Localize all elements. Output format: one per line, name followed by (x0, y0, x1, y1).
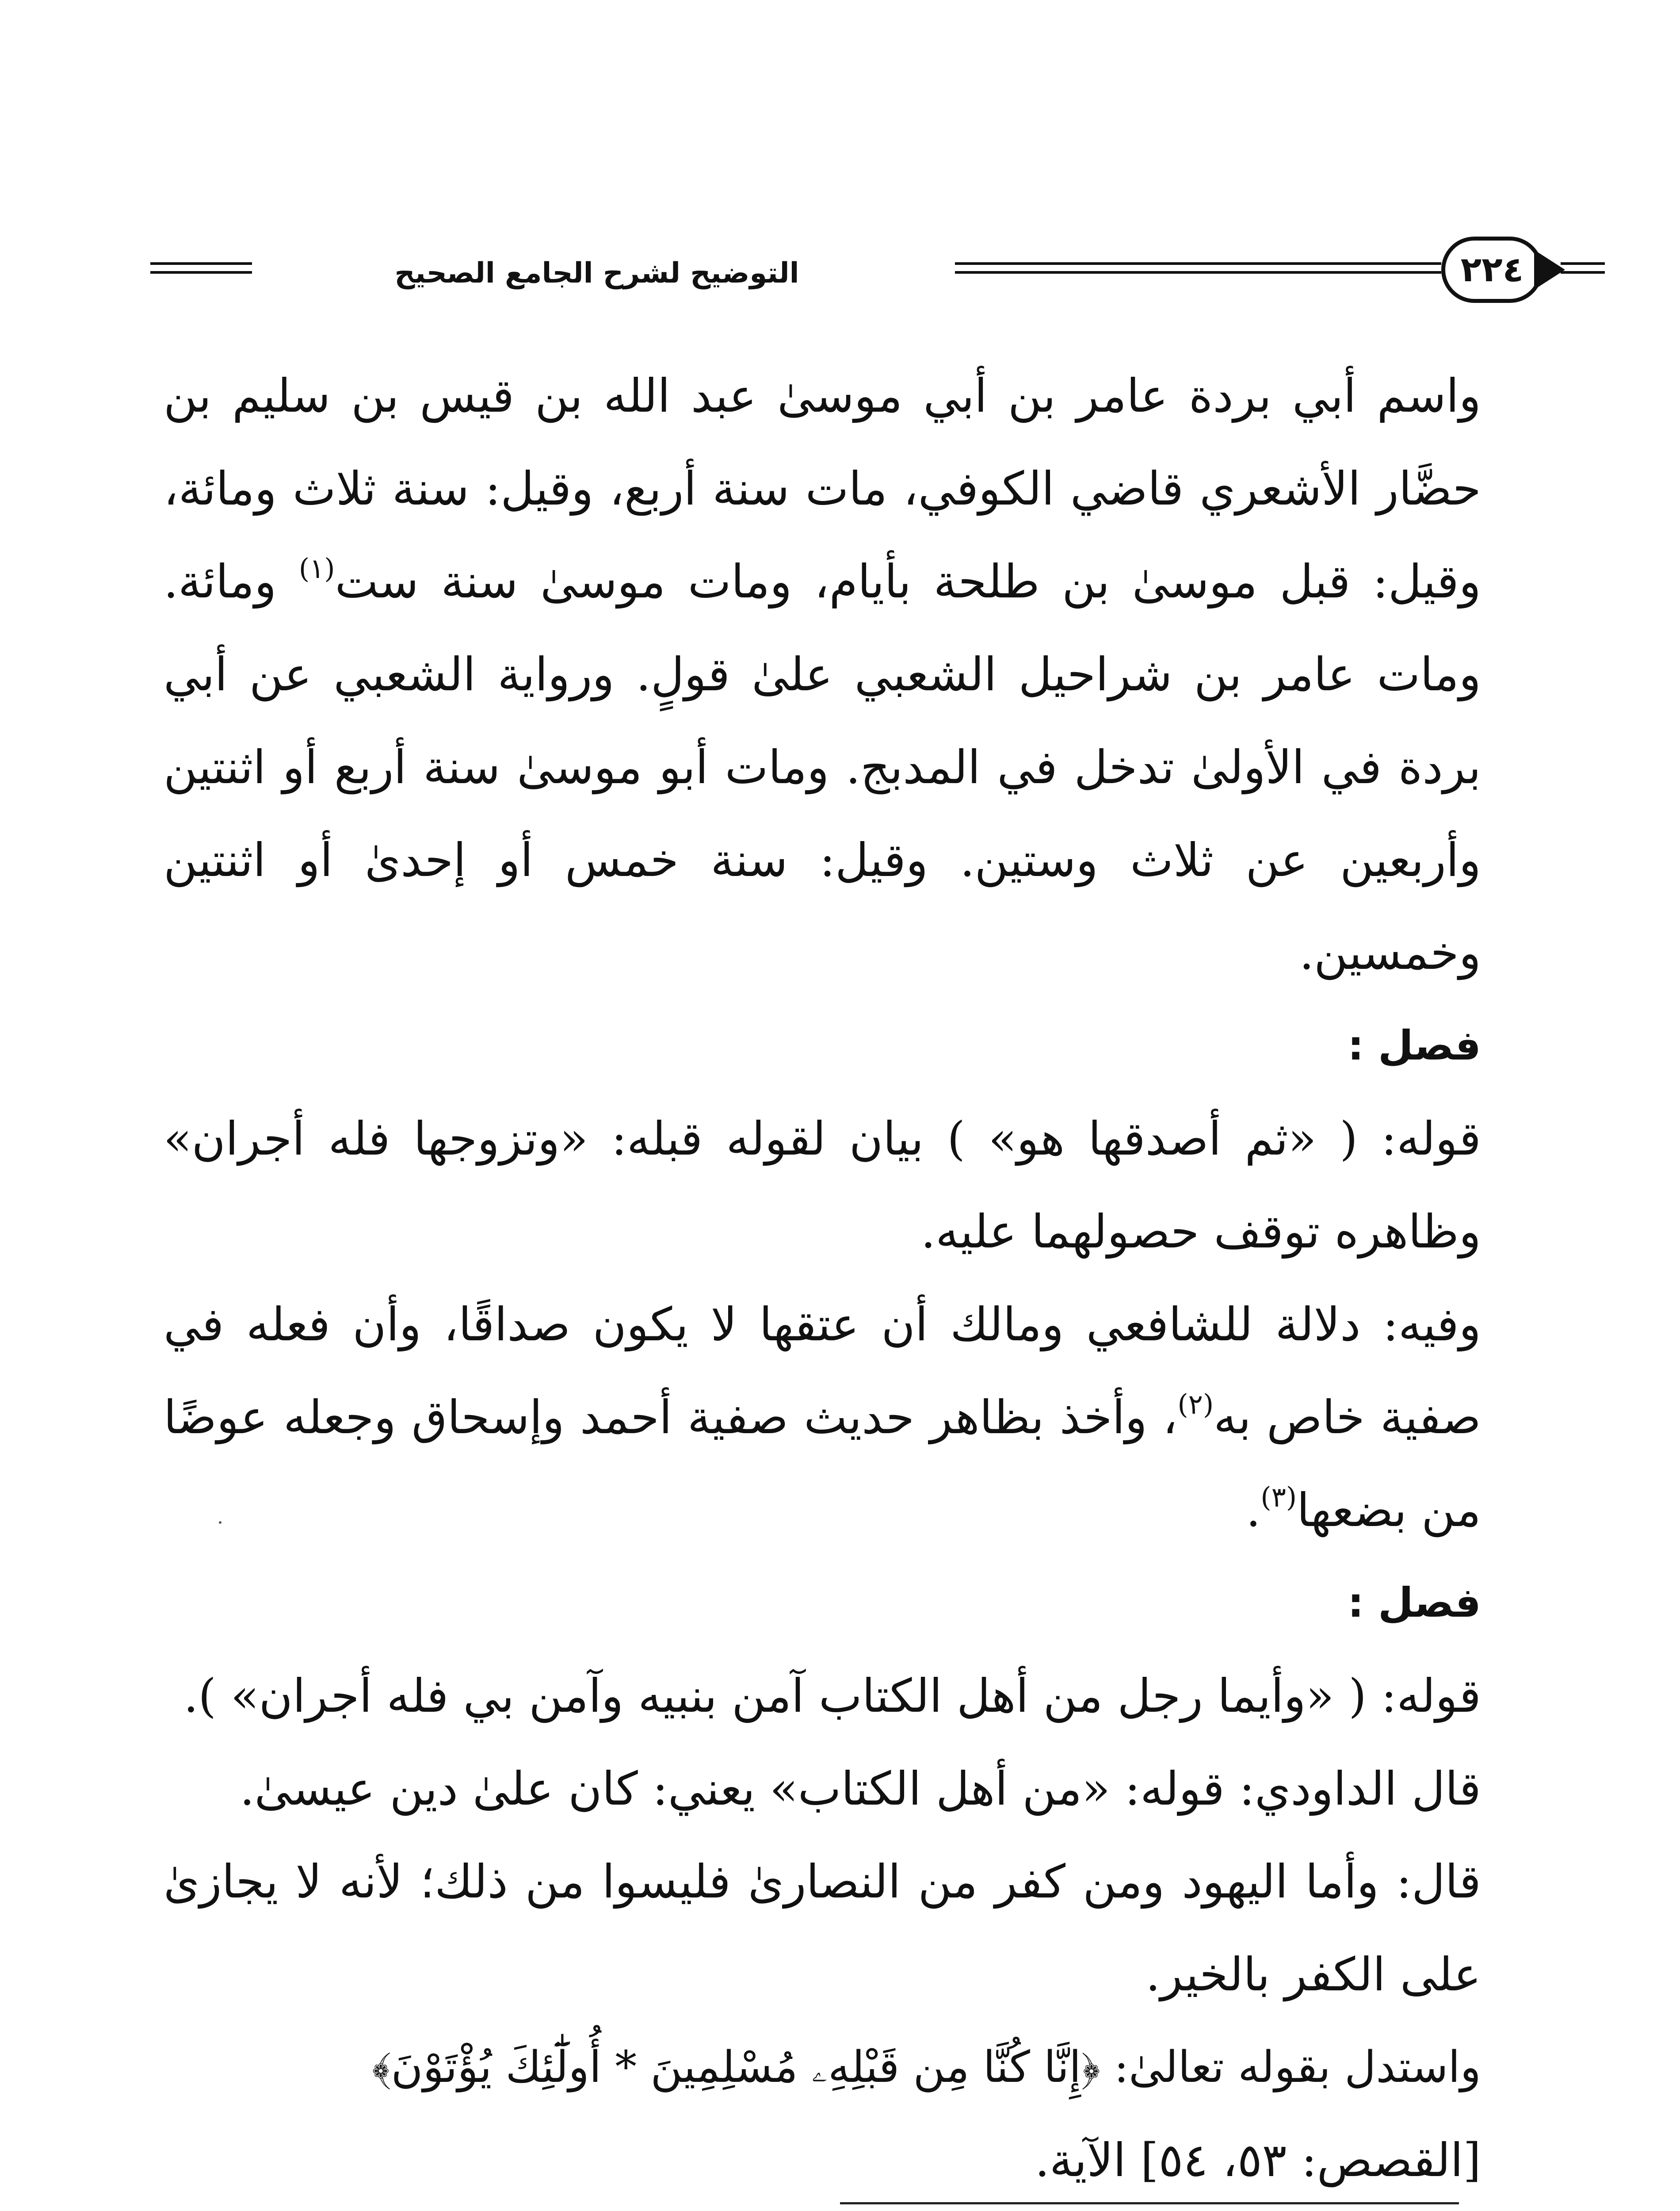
paragraph-biography-text-b: ومائة. ومات عامر بن شراحيل الشعبي علىٰ قولٍ. ورواية الشعبي عن أبي بردة في الأولىٰ تدخل في المدبج. ومات أبو موسىٰ سنة أربع أو اثنتين وأربعين عن ثلاث وستين. وقيل: سنة خمس أو إحدىٰ أو اثنتين وخمسين. (164, 555, 1481, 980)
paragraph-yahud: قال: وأما اليهود ومن كفر من النصارىٰ فليسوا من ذلك؛ لأنه لا يجازىٰ على الكفر بالخير. (164, 1855, 1481, 2001)
running-header (150, 232, 1534, 312)
paragraph-dalala-text-a: وفيه: دلالة للشافعي ومالك أن عتقها لا يكون صداقًا، وأن فعله في صفية خاص به (164, 1297, 1481, 1444)
footnote-ref-3: (٣) (1260, 1481, 1297, 1513)
header-rule-right (1561, 262, 1605, 265)
paragraph-verse-citation: [القصص: ٥٣، ٥٤] الآية. (1035, 2133, 1481, 2187)
header-rule-left (150, 262, 252, 265)
paragraph-dawudi: قال الداودي: قوله: «من أهل الكتاب» يعني: كان علىٰ دين عيسىٰ. (240, 1762, 1481, 1816)
paragraph-dalala (164, 1278, 1481, 1557)
paragraph-qawluh-1: قوله: ( «ثم أصدقها هو» ) بيان لقوله قبله: «وتزوجها فله أجران» وظاهره توقف حصولهما عليه. (164, 1112, 1481, 1259)
main-text (164, 349, 1481, 2207)
footnote-ref-1: (١) (298, 552, 335, 585)
header-rule-middle (955, 262, 1441, 265)
paragraph-biography (164, 349, 1481, 999)
footnote-separator (840, 2202, 1459, 2204)
paragraph-dalala-text-c: . (1246, 1483, 1261, 1537)
page-number-ornament (1534, 250, 1565, 290)
book-title: التوضيح لشرح الجامع الصحيح (394, 257, 799, 290)
section-heading-2: فصل : (1348, 1579, 1481, 1626)
section-heading-1: فصل : (1348, 1022, 1481, 1069)
paragraph-dalala-text-b: ، وأخذ بظاهر حديث صفية أحمد وإسحاق وجعله عوضًا من بضعها (164, 1390, 1481, 1537)
page-number: ٢٢٤ (1441, 237, 1543, 303)
paragraph-qawluh-2: قوله: ( «وأيما رجل من أهل الكتاب آمن بنبيه وآمن بي فله أجران» ). (183, 1669, 1481, 1723)
paragraph-biography-text-a: واسم أبي بردة عامر بن أبي موسىٰ عبد الله بن قيس بن سليم بن حضَّار الأشعري قاضي الكوفي، مات سنة أربع، وقيل: سنة ثلاث ومائة، وقيل: قبل موسىٰ بن طلحة بأيام، ومات موسىٰ سنة ست (164, 369, 1481, 608)
scan-speck (219, 1521, 221, 1524)
paragraph-quran-verse: واستدل بقوله تعالىٰ: ﴿إِنَّا كُنَّا مِن قَبْلِهِۦ مُسْلِمِينَ * أُولَٰٓئِكَ يُؤْتَوْنَ﴾ (372, 2042, 1481, 2092)
footnote-ref-2: (٢) (1177, 1388, 1214, 1420)
